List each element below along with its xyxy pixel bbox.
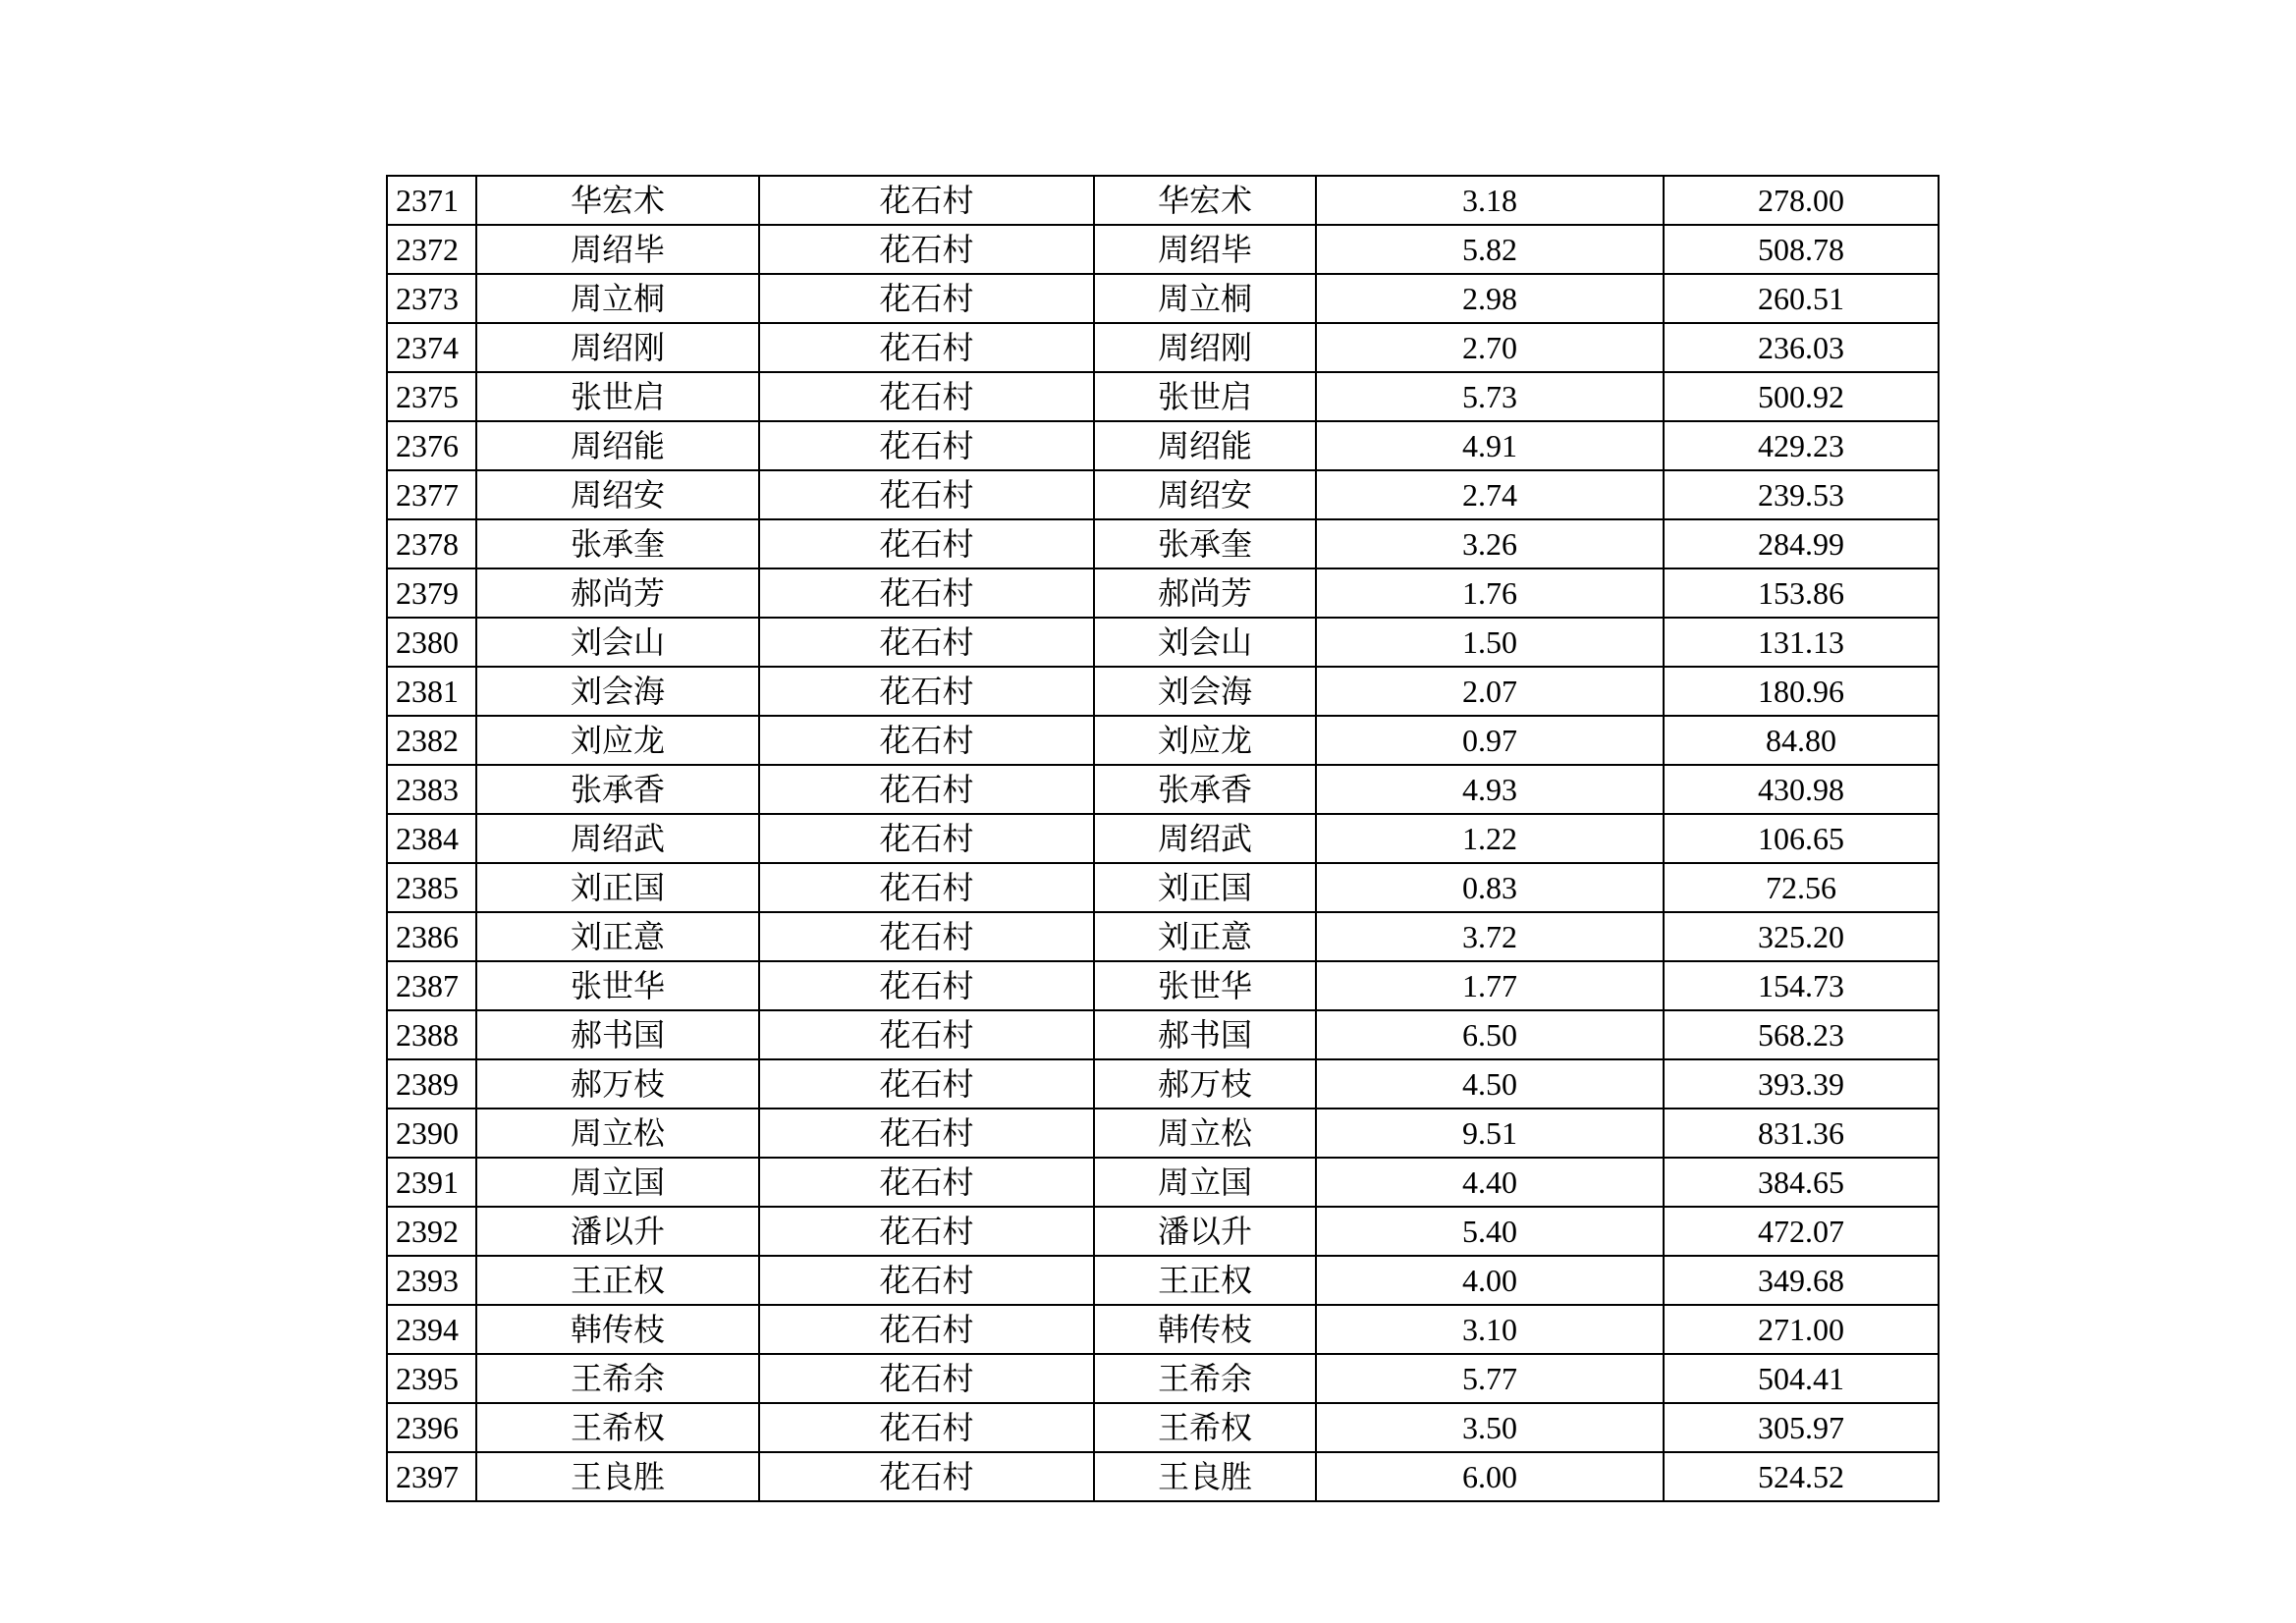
area-cell: 3.26	[1316, 519, 1664, 568]
name-cell: 周绍安	[476, 470, 759, 519]
row-number-cell: 2373	[387, 274, 476, 323]
payee-cell: 韩传枝	[1094, 1305, 1316, 1354]
amount-cell: 180.96	[1664, 667, 1939, 716]
row-number-cell: 2386	[387, 912, 476, 961]
name-cell: 周绍能	[476, 421, 759, 470]
name-cell: 王希余	[476, 1354, 759, 1403]
amount-cell: 72.56	[1664, 863, 1939, 912]
payee-cell: 郝尚芳	[1094, 568, 1316, 618]
village-cell: 花石村	[759, 1158, 1094, 1207]
payee-cell: 刘应龙	[1094, 716, 1316, 765]
table-row	[387, 1403, 1939, 1452]
area-cell: 3.10	[1316, 1305, 1664, 1354]
name-cell: 周立松	[476, 1109, 759, 1158]
row-number-cell: 2380	[387, 618, 476, 667]
row-number-cell: 2394	[387, 1305, 476, 1354]
amount-cell: 429.23	[1664, 421, 1939, 470]
amount-cell: 305.97	[1664, 1403, 1939, 1452]
row-number-cell: 2381	[387, 667, 476, 716]
village-cell: 花石村	[759, 618, 1094, 667]
amount-cell: 500.92	[1664, 372, 1939, 421]
table-row	[387, 1158, 1939, 1207]
name-cell: 刘会山	[476, 618, 759, 667]
row-number-cell: 2375	[387, 372, 476, 421]
village-cell: 花石村	[759, 421, 1094, 470]
name-cell: 周绍刚	[476, 323, 759, 372]
table-row	[387, 176, 1939, 225]
village-cell: 花石村	[759, 372, 1094, 421]
area-cell: 1.22	[1316, 814, 1664, 863]
name-cell: 刘会海	[476, 667, 759, 716]
amount-cell: 384.65	[1664, 1158, 1939, 1207]
payee-cell: 刘会山	[1094, 618, 1316, 667]
row-number-cell: 2392	[387, 1207, 476, 1256]
table-row	[387, 274, 1939, 323]
area-cell: 6.50	[1316, 1010, 1664, 1059]
village-cell: 花石村	[759, 1452, 1094, 1501]
village-cell: 花石村	[759, 1256, 1094, 1305]
area-cell: 3.72	[1316, 912, 1664, 961]
row-number-cell: 2395	[387, 1354, 476, 1403]
amount-cell: 154.73	[1664, 961, 1939, 1010]
amount-cell: 278.00	[1664, 176, 1939, 225]
amount-cell: 84.80	[1664, 716, 1939, 765]
village-cell: 花石村	[759, 961, 1094, 1010]
table-row	[387, 863, 1939, 912]
amount-cell: 393.39	[1664, 1059, 1939, 1109]
amount-cell: 472.07	[1664, 1207, 1939, 1256]
village-cell: 花石村	[759, 568, 1094, 618]
payee-cell: 周立松	[1094, 1109, 1316, 1158]
amount-cell: 236.03	[1664, 323, 1939, 372]
village-cell: 花石村	[759, 1010, 1094, 1059]
name-cell: 张世华	[476, 961, 759, 1010]
payee-cell: 周绍刚	[1094, 323, 1316, 372]
name-cell: 刘正国	[476, 863, 759, 912]
payee-cell: 王希余	[1094, 1354, 1316, 1403]
village-cell: 花石村	[759, 1059, 1094, 1109]
row-number-cell: 2379	[387, 568, 476, 618]
amount-cell: 430.98	[1664, 765, 1939, 814]
table-row	[387, 519, 1939, 568]
amount-cell: 831.36	[1664, 1109, 1939, 1158]
amount-cell: 106.65	[1664, 814, 1939, 863]
area-cell: 2.98	[1316, 274, 1664, 323]
table-row	[387, 1010, 1939, 1059]
payee-cell: 郝书国	[1094, 1010, 1316, 1059]
payee-cell: 华宏术	[1094, 176, 1316, 225]
payee-cell: 刘正国	[1094, 863, 1316, 912]
village-cell: 花石村	[759, 470, 1094, 519]
village-cell: 花石村	[759, 274, 1094, 323]
amount-cell: 131.13	[1664, 618, 1939, 667]
payee-cell: 刘会海	[1094, 667, 1316, 716]
payee-cell: 张世华	[1094, 961, 1316, 1010]
table-row	[387, 323, 1939, 372]
area-cell: 0.83	[1316, 863, 1664, 912]
name-cell: 周绍毕	[476, 225, 759, 274]
area-cell: 6.00	[1316, 1452, 1664, 1501]
payee-cell: 王希权	[1094, 1403, 1316, 1452]
area-cell: 5.77	[1316, 1354, 1664, 1403]
table-row	[387, 716, 1939, 765]
payee-cell: 张世启	[1094, 372, 1316, 421]
area-cell: 1.77	[1316, 961, 1664, 1010]
row-number-cell: 2378	[387, 519, 476, 568]
payee-cell: 周立国	[1094, 1158, 1316, 1207]
row-number-cell: 2383	[387, 765, 476, 814]
name-cell: 刘应龙	[476, 716, 759, 765]
area-cell: 5.82	[1316, 225, 1664, 274]
row-number-cell: 2371	[387, 176, 476, 225]
area-cell: 4.00	[1316, 1256, 1664, 1305]
name-cell: 周立国	[476, 1158, 759, 1207]
village-cell: 花石村	[759, 765, 1094, 814]
payee-cell: 周立桐	[1094, 274, 1316, 323]
amount-cell: 568.23	[1664, 1010, 1939, 1059]
table-row	[387, 1109, 1939, 1158]
row-number-cell: 2376	[387, 421, 476, 470]
row-number-cell: 2372	[387, 225, 476, 274]
area-cell: 1.76	[1316, 568, 1664, 618]
table-row	[387, 1256, 1939, 1305]
village-cell: 花石村	[759, 863, 1094, 912]
row-number-cell: 2396	[387, 1403, 476, 1452]
village-cell: 花石村	[759, 912, 1094, 961]
name-cell: 刘正意	[476, 912, 759, 961]
name-cell: 韩传枝	[476, 1305, 759, 1354]
row-number-cell: 2389	[387, 1059, 476, 1109]
name-cell: 郝书国	[476, 1010, 759, 1059]
village-cell: 花石村	[759, 716, 1094, 765]
amount-cell: 508.78	[1664, 225, 1939, 274]
row-number-cell: 2390	[387, 1109, 476, 1158]
amount-cell: 153.86	[1664, 568, 1939, 618]
payee-cell: 王正权	[1094, 1256, 1316, 1305]
village-cell: 花石村	[759, 225, 1094, 274]
area-cell: 4.91	[1316, 421, 1664, 470]
name-cell: 张世启	[476, 372, 759, 421]
payee-cell: 周绍安	[1094, 470, 1316, 519]
payee-cell: 张承奎	[1094, 519, 1316, 568]
table-row	[387, 1059, 1939, 1109]
village-cell: 花石村	[759, 1403, 1094, 1452]
row-number-cell: 2382	[387, 716, 476, 765]
payee-cell: 周绍毕	[1094, 225, 1316, 274]
payee-cell: 刘正意	[1094, 912, 1316, 961]
table-row	[387, 961, 1939, 1010]
area-cell: 5.73	[1316, 372, 1664, 421]
table-row	[387, 1452, 1939, 1501]
table-row	[387, 1354, 1939, 1403]
table-row	[387, 912, 1939, 961]
table-row	[387, 618, 1939, 667]
village-cell: 花石村	[759, 176, 1094, 225]
amount-cell: 524.52	[1664, 1452, 1939, 1501]
amount-cell: 325.20	[1664, 912, 1939, 961]
table-row	[387, 225, 1939, 274]
name-cell: 王正权	[476, 1256, 759, 1305]
name-cell: 潘以升	[476, 1207, 759, 1256]
area-cell: 9.51	[1316, 1109, 1664, 1158]
village-cell: 花石村	[759, 1305, 1094, 1354]
payee-cell: 周绍武	[1094, 814, 1316, 863]
table-row	[387, 1207, 1939, 1256]
amount-cell: 260.51	[1664, 274, 1939, 323]
name-cell: 周立桐	[476, 274, 759, 323]
area-cell: 2.74	[1316, 470, 1664, 519]
amount-cell: 284.99	[1664, 519, 1939, 568]
table-row	[387, 814, 1939, 863]
name-cell: 周绍武	[476, 814, 759, 863]
row-number-cell: 2377	[387, 470, 476, 519]
name-cell: 张承香	[476, 765, 759, 814]
data-table	[386, 175, 1940, 1502]
payee-cell: 王良胜	[1094, 1452, 1316, 1501]
table-row	[387, 667, 1939, 716]
row-number-cell: 2397	[387, 1452, 476, 1501]
area-cell: 4.93	[1316, 765, 1664, 814]
payee-cell: 周绍能	[1094, 421, 1316, 470]
row-number-cell: 2387	[387, 961, 476, 1010]
area-cell: 3.50	[1316, 1403, 1664, 1452]
village-cell: 花石村	[759, 1109, 1094, 1158]
amount-cell: 239.53	[1664, 470, 1939, 519]
payee-cell: 郝万枝	[1094, 1059, 1316, 1109]
amount-cell: 271.00	[1664, 1305, 1939, 1354]
name-cell: 王良胜	[476, 1452, 759, 1501]
table-row	[387, 421, 1939, 470]
area-cell: 0.97	[1316, 716, 1664, 765]
row-number-cell: 2374	[387, 323, 476, 372]
table-row	[387, 568, 1939, 618]
table-body	[387, 176, 1939, 1501]
payee-cell: 张承香	[1094, 765, 1316, 814]
area-cell: 4.50	[1316, 1059, 1664, 1109]
amount-cell: 504.41	[1664, 1354, 1939, 1403]
village-cell: 花石村	[759, 519, 1094, 568]
area-cell: 1.50	[1316, 618, 1664, 667]
amount-cell: 349.68	[1664, 1256, 1939, 1305]
village-cell: 花石村	[759, 814, 1094, 863]
table-row	[387, 372, 1939, 421]
table-row	[387, 1305, 1939, 1354]
area-cell: 2.07	[1316, 667, 1664, 716]
name-cell: 华宏术	[476, 176, 759, 225]
village-cell: 花石村	[759, 1354, 1094, 1403]
row-number-cell: 2384	[387, 814, 476, 863]
name-cell: 郝尚芳	[476, 568, 759, 618]
name-cell: 张承奎	[476, 519, 759, 568]
table-row	[387, 470, 1939, 519]
area-cell: 2.70	[1316, 323, 1664, 372]
village-cell: 花石村	[759, 667, 1094, 716]
name-cell: 郝万枝	[476, 1059, 759, 1109]
row-number-cell: 2391	[387, 1158, 476, 1207]
area-cell: 5.40	[1316, 1207, 1664, 1256]
table-row	[387, 765, 1939, 814]
payee-cell: 潘以升	[1094, 1207, 1316, 1256]
row-number-cell: 2393	[387, 1256, 476, 1305]
row-number-cell: 2388	[387, 1010, 476, 1059]
area-cell: 3.18	[1316, 176, 1664, 225]
name-cell: 王希权	[476, 1403, 759, 1452]
village-cell: 花石村	[759, 1207, 1094, 1256]
village-cell: 花石村	[759, 323, 1094, 372]
row-number-cell: 2385	[387, 863, 476, 912]
area-cell: 4.40	[1316, 1158, 1664, 1207]
